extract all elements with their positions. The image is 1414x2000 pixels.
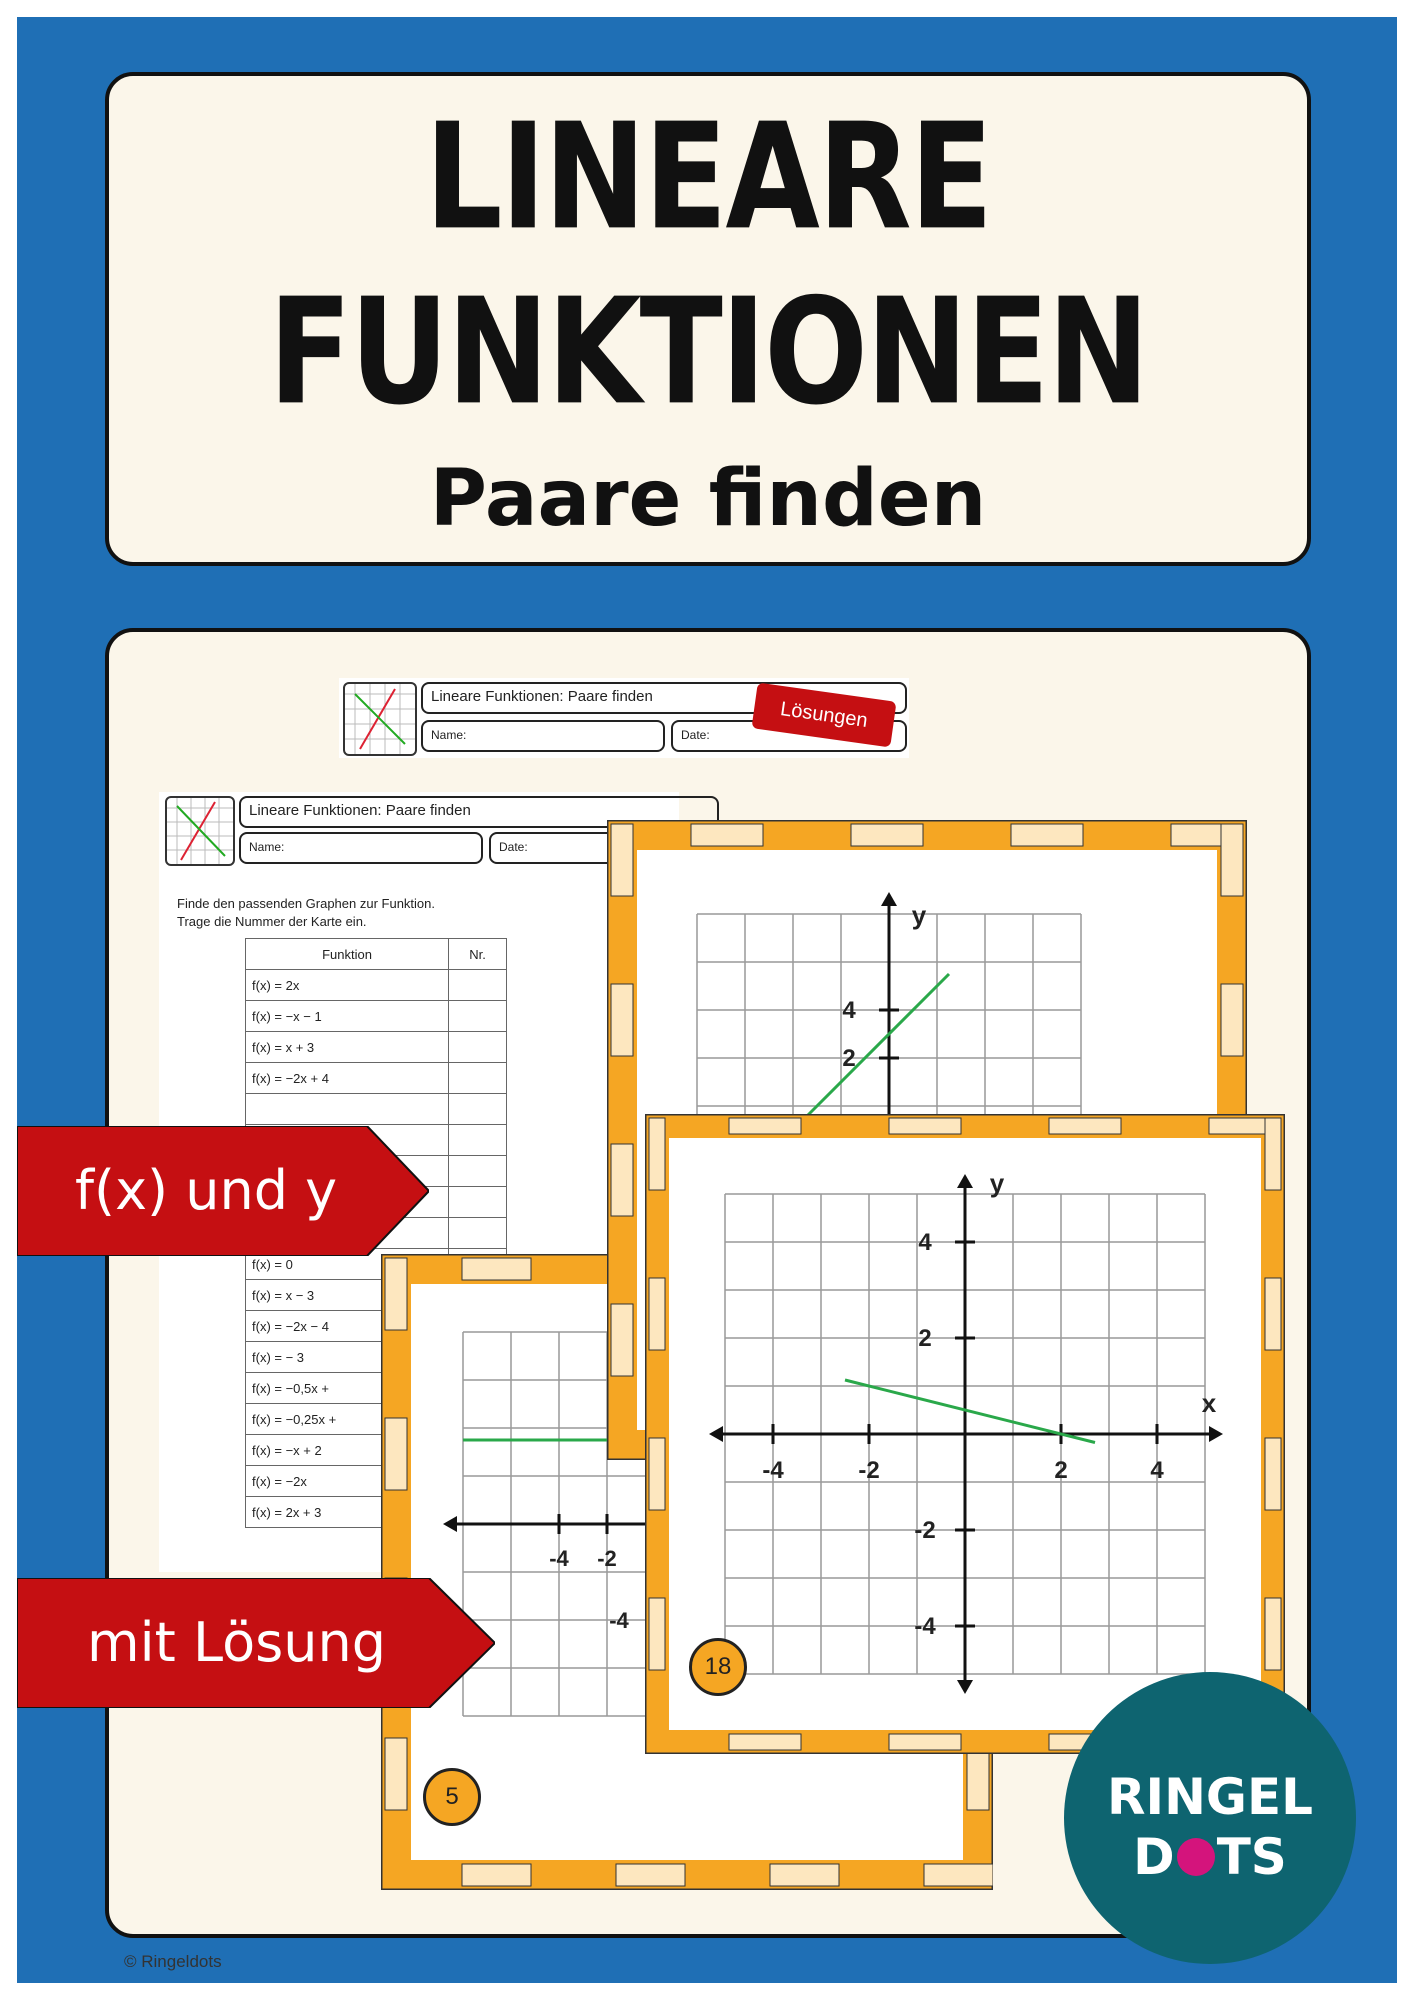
frame-brick: [649, 1278, 665, 1350]
graph-thumbnail-icon: [345, 684, 415, 754]
frame-brick: [462, 1864, 531, 1886]
title-panel: [105, 72, 1311, 566]
worksheet-title-box: Lineare Funktionen: Paare finden: [421, 682, 907, 714]
frame-brick: [385, 1738, 407, 1810]
frame-brick: [611, 984, 633, 1056]
y-axis-label: y: [989, 1168, 1005, 1198]
number-cell[interactable]: [449, 1187, 507, 1218]
frame-brick: [1049, 1118, 1121, 1134]
function-cell: [246, 1094, 449, 1125]
x-tick-label: -4: [549, 1546, 569, 1571]
frame-brick: [385, 1258, 407, 1330]
function-cell: f(x) = x − 3: [246, 1280, 449, 1311]
function-cell: f(x) = −2x − 4: [246, 1311, 449, 1342]
frame-brick: [649, 1118, 665, 1190]
frame-brick: [1265, 1118, 1281, 1190]
number-cell[interactable]: [449, 1094, 507, 1125]
y-tick-label: -4: [914, 1613, 936, 1640]
card-number-badge: 5: [423, 1768, 481, 1826]
x-axis-arrow: [709, 1426, 723, 1442]
solution-stamp: Lösungen: [751, 682, 896, 747]
table-row: [246, 1032, 507, 1063]
y-tick-label: 2: [842, 1045, 856, 1072]
logo-dot-icon: [1177, 1838, 1215, 1876]
y-tick-label: 4: [842, 997, 856, 1024]
ribbon-fx-und-y-label: f(x) und y: [75, 1159, 338, 1222]
x-axis-arrow: [1209, 1426, 1223, 1442]
frame-brick: [1011, 824, 1083, 846]
table-row: [246, 1063, 507, 1094]
frame-brick: [1265, 1598, 1281, 1670]
x-tick-label: -2: [597, 1546, 617, 1571]
subtitle: Paare finden: [429, 454, 987, 544]
frame-brick: [649, 1598, 665, 1670]
number-cell[interactable]: [449, 1218, 507, 1249]
number-cell[interactable]: [449, 1156, 507, 1187]
function-cell: f(x) = −x − 1: [246, 1001, 449, 1032]
copyright: © Ringeldots: [124, 1952, 222, 1971]
x-axis-label: x: [1201, 1388, 1217, 1418]
frame-brick: [649, 1438, 665, 1510]
function-cell: f(x) = − 3: [246, 1342, 449, 1373]
worksheet-thumbnail-icon: [343, 682, 417, 756]
frame-brick: [1221, 984, 1243, 1056]
frame-brick: [611, 1144, 633, 1216]
frame-brick: [889, 1118, 961, 1134]
number-cell[interactable]: [449, 970, 507, 1001]
y-tick-label: 2: [918, 1325, 932, 1352]
frame-brick: [851, 824, 923, 846]
number-cell[interactable]: [449, 1125, 507, 1156]
logo-line-2: D TS: [1133, 1828, 1287, 1886]
table-row: [246, 970, 507, 1001]
title-line-1: LINEARE: [424, 91, 992, 263]
logo-line-1: RINGEL: [1106, 1768, 1313, 1826]
graph-card-18: [645, 1114, 1285, 1754]
y-axis-arrow: [957, 1174, 973, 1188]
table-row: [246, 1001, 507, 1032]
frame-brick: [611, 1304, 633, 1376]
function-cell: f(x) = −2x + 4: [246, 1063, 449, 1094]
function-cell: f(x) = −2x: [246, 1466, 449, 1497]
x-tick-label: 2: [1054, 1457, 1068, 1484]
y-tick-label: -2: [914, 1517, 936, 1544]
card-face: [669, 1138, 1261, 1730]
function-cell: f(x) = 2x: [246, 970, 449, 1001]
instruction-line-1: Finde den passenden Graphen zur Funktion.: [177, 896, 436, 911]
x-axis-arrow: [443, 1516, 457, 1532]
name-field: Name:: [239, 832, 483, 864]
worksheet-thumbnail-icon: [165, 796, 235, 866]
function-cell: f(x) = −x + 2: [246, 1435, 449, 1466]
frame-brick: [924, 1864, 993, 1886]
number-cell[interactable]: [449, 1063, 507, 1094]
y-axis-arrow: [957, 1680, 973, 1694]
frame-brick: [729, 1734, 801, 1750]
number-cell[interactable]: [449, 1032, 507, 1063]
function-cell: f(x) = x + 3: [246, 1032, 449, 1063]
ringeldots-logo: [1064, 1672, 1356, 1964]
instruction-line-2: Trage die Nummer der Karte ein.: [177, 914, 367, 929]
frame-brick: [385, 1418, 407, 1490]
frame-brick: [611, 824, 633, 896]
col-function-header: Funktion: [246, 939, 449, 970]
date-field: Date:: [489, 832, 689, 864]
y-tick-label: 4: [918, 1229, 932, 1256]
name-field: Name:: [421, 720, 665, 752]
card-number-badge: 18: [689, 1638, 747, 1696]
function-cell: f(x) = 2x + 3: [246, 1497, 449, 1528]
frame-brick: [616, 1864, 685, 1886]
worksheet-solution: [339, 678, 909, 758]
table-header-row: [246, 939, 507, 970]
ribbon-fx-und-y: [17, 1126, 429, 1256]
graph-thumbnail-icon: [167, 798, 233, 864]
number-cell[interactable]: [449, 1001, 507, 1032]
y-axis-label: y: [911, 900, 927, 930]
frame-brick: [1265, 1278, 1281, 1350]
frame-brick: [770, 1864, 839, 1886]
ribbon-mit-loesung: [17, 1578, 495, 1708]
worksheet-title-box: Lineare Funktionen: Paare finden: [239, 796, 719, 828]
ribbon-mit-loesung-label: mit Lösung: [87, 1611, 386, 1674]
function-cell: f(x) = 0: [246, 1249, 449, 1280]
x-tick-label: 4: [1150, 1457, 1164, 1484]
frame-brick: [462, 1258, 531, 1280]
date-field: Date:: [671, 720, 907, 752]
frame-brick: [691, 824, 763, 846]
frame-brick: [729, 1118, 801, 1134]
title-line-2: FUNKTIONEN: [268, 266, 1148, 438]
x-tick-label: -2: [858, 1457, 880, 1484]
function-cell: f(x) = −0,5x +: [246, 1373, 449, 1404]
x-tick-label: -4: [762, 1457, 784, 1484]
function-cell: f(x) = −0,25x +: [246, 1404, 449, 1435]
y-axis-arrow: [881, 892, 897, 906]
frame-brick: [1265, 1438, 1281, 1510]
table-row: [246, 1094, 507, 1125]
coordinate-grid: [669, 1138, 1261, 1730]
frame-brick: [1221, 824, 1243, 896]
col-number-header: Nr.: [449, 939, 507, 970]
frame-brick: [889, 1734, 961, 1750]
y-tick-label: -4: [609, 1608, 629, 1633]
